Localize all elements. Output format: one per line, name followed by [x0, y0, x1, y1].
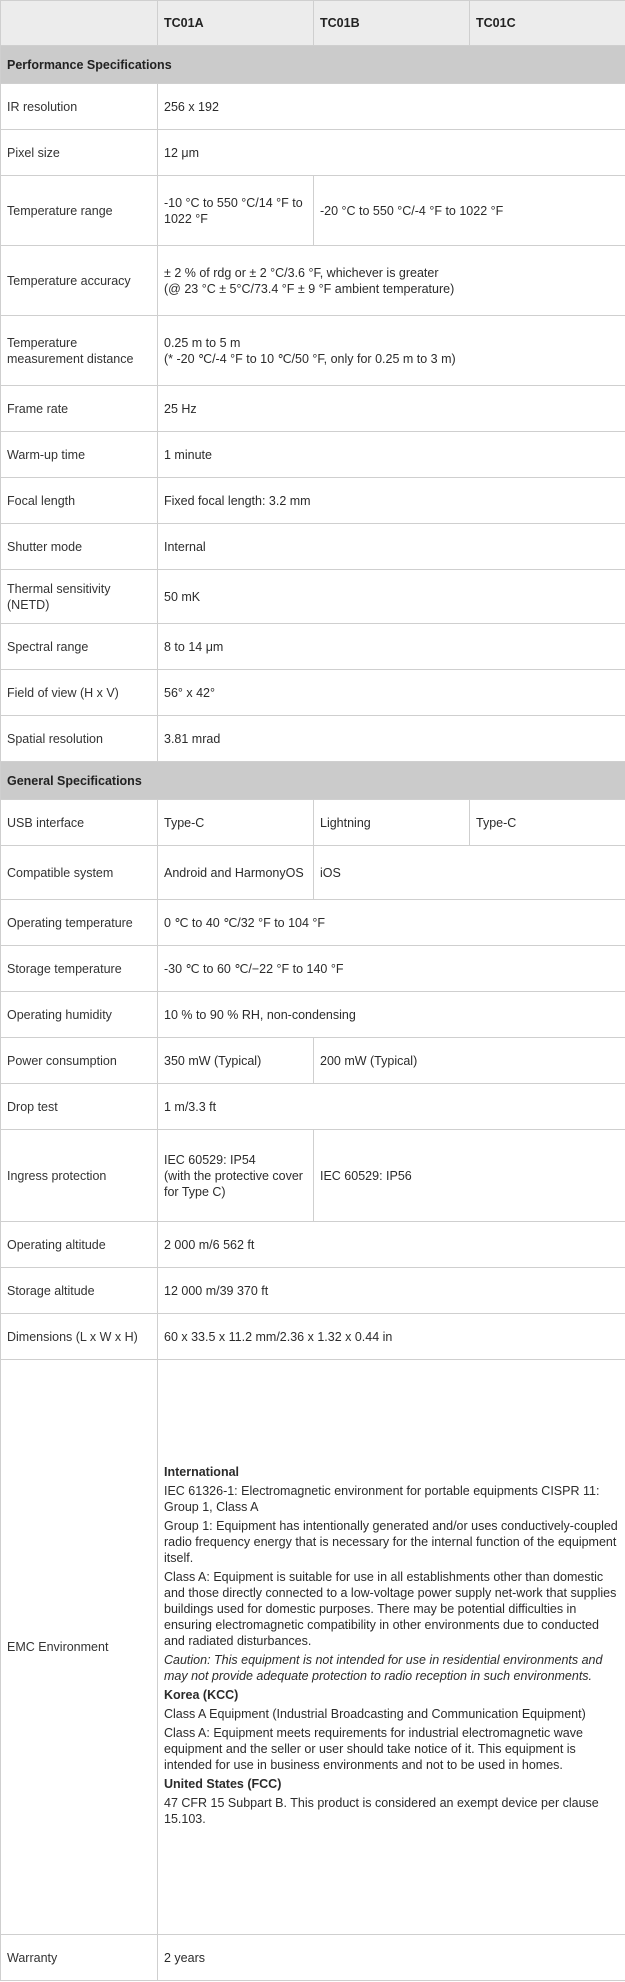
emc-paragraph: 47 CFR 15 Subpart B. This product is considered an exempt device per clause 15.103. — [164, 1796, 599, 1826]
row-label: Temperature range — [1, 176, 158, 246]
table-row — [1, 1268, 625, 1314]
table-row — [1, 316, 625, 386]
emc-heading-fcc: United States (FCC) — [164, 1777, 282, 1791]
row-label: Compatible system — [1, 846, 158, 900]
emc-paragraph: IEC 61326-1: Electromagnetic environment for portable equipments CISPR 11: Group 1, Class A — [164, 1484, 600, 1514]
row-value: 2 years — [158, 1935, 625, 1981]
row-value-tc01a — [158, 1130, 314, 1222]
row-value — [158, 246, 625, 316]
row-label: IR resolution — [1, 84, 158, 130]
row-label: Storage temperature — [1, 946, 158, 992]
table-row — [1, 130, 625, 176]
row-value: -30 ℃ to 60 ℃/−22 °F to 140 °F — [158, 946, 625, 992]
row-label: Spectral range — [1, 624, 158, 670]
value-line: IEC 60529: IP54 — [164, 1152, 256, 1167]
row-value-emc — [158, 1360, 625, 1935]
emc-paragraph: Group 1: Equipment has intentionally generated and/or uses conductively-coupled radio frequency energy that is necessary for the internal function of the equipment itself. — [164, 1519, 618, 1565]
row-value-tc01b-tc01c: -20 °C to 550 °C/-4 °F to 1022 °F — [314, 176, 625, 246]
table-row — [1, 1935, 625, 1981]
row-label: Ingress protection — [1, 1130, 158, 1222]
row-value-tc01b-tc01c: IEC 60529: IP56 — [314, 1130, 625, 1222]
row-value: 50 mK — [158, 570, 625, 624]
row-label: EMC Environment — [1, 1360, 158, 1935]
row-value: 12 000 m/39 370 ft — [158, 1268, 625, 1314]
row-label: USB interface — [1, 800, 158, 846]
emc-paragraph: Class A Equipment (Industrial Broadcasting and Communication Equipment) — [164, 1707, 586, 1721]
value-line: (with the protective cover for Type C) — [164, 1168, 303, 1199]
header-empty-cell — [1, 1, 158, 46]
header-tc01c: TC01C — [470, 1, 625, 46]
row-value-tc01a: -10 °C to 550 °C/14 °F to 1022 °F — [158, 176, 314, 246]
row-label: Storage altitude — [1, 1268, 158, 1314]
row-value-tc01a: 350 mW (Typical) — [158, 1038, 314, 1084]
row-label: Spatial resolution — [1, 716, 158, 762]
table-row — [1, 670, 625, 716]
section-performance-title: Performance Specifications — [1, 46, 625, 84]
table-row — [1, 846, 625, 900]
table-row-emc — [1, 1360, 625, 1935]
row-label: Drop test — [1, 1084, 158, 1130]
row-label: Operating humidity — [1, 992, 158, 1038]
row-value: 25 Hz — [158, 386, 625, 432]
header-tc01b: TC01B — [314, 1, 470, 46]
row-label: Dimensions (L x W x H) — [1, 1314, 158, 1360]
table-row — [1, 1038, 625, 1084]
row-value-tc01b-tc01c: 200 mW (Typical) — [314, 1038, 625, 1084]
table-row — [1, 246, 625, 316]
table-header-row — [1, 1, 625, 46]
emc-heading-korea: Korea (KCC) — [164, 1688, 239, 1702]
row-label: Temperature measurement distance — [1, 316, 158, 386]
table-row — [1, 800, 625, 846]
table-row — [1, 946, 625, 992]
row-value: 3.81 mrad — [158, 716, 625, 762]
table-row — [1, 900, 625, 946]
row-label: Field of view (H x V) — [1, 670, 158, 716]
row-value: 60 x 33.5 x 11.2 mm/2.36 x 1.32 x 0.44 in — [158, 1314, 625, 1360]
emc-paragraph: Class A: Equipment is suitable for use in all establishments other than domestic and those directly connected to a low-voltage power supply net-work that supplies buildings used for domestic purposes. There may be potential difficulties in ensuring electromagnetic compatibility in other environments due to conducted and radiated disturbances. — [164, 1570, 617, 1648]
row-label: Temperature accuracy — [1, 246, 158, 316]
table-row — [1, 1314, 625, 1360]
row-label: Operating temperature — [1, 900, 158, 946]
header-tc01a: TC01A — [158, 1, 314, 46]
row-label: Frame rate — [1, 386, 158, 432]
row-label: Pixel size — [1, 130, 158, 176]
table-row — [1, 1130, 625, 1222]
row-label: Power consumption — [1, 1038, 158, 1084]
table-row — [1, 432, 625, 478]
value-line: (@ 23 °C ± 5°C/73.4 °F ± 9 °F ambient temperature) — [164, 281, 455, 296]
row-value: 1 m/3.3 ft — [158, 1084, 625, 1130]
table-row — [1, 624, 625, 670]
row-value-tc01c: Type-C — [470, 800, 625, 846]
row-value: 12 μm — [158, 130, 625, 176]
table-row — [1, 716, 625, 762]
row-label: Operating altitude — [1, 1222, 158, 1268]
row-value: 2 000 m/6 562 ft — [158, 1222, 625, 1268]
row-value-tc01b: Lightning — [314, 800, 470, 846]
table-row — [1, 84, 625, 130]
section-general — [1, 762, 625, 800]
table-row — [1, 570, 625, 624]
row-value: 256 x 192 — [158, 84, 625, 130]
row-value: 8 to 14 μm — [158, 624, 625, 670]
table-row — [1, 386, 625, 432]
row-value: Fixed focal length: 3.2 mm — [158, 478, 625, 524]
row-value-tc01a: Type-C — [158, 800, 314, 846]
row-value: 10 % to 90 % RH, non-condensing — [158, 992, 625, 1038]
table-row — [1, 478, 625, 524]
row-label: Thermal sensitivity (NETD) — [1, 570, 158, 624]
row-label: Focal length — [1, 478, 158, 524]
section-performance — [1, 46, 625, 84]
section-general-title: General Specifications — [1, 762, 625, 800]
row-value — [158, 316, 625, 386]
row-value: Internal — [158, 524, 625, 570]
table-row — [1, 524, 625, 570]
row-value-tc01b-tc01c: iOS — [314, 846, 625, 900]
emc-content — [164, 1460, 619, 1834]
value-line: (* -20 ℃/-4 °F to 10 ℃/50 °F, only for 0.25 m to 3 m) — [164, 351, 456, 366]
row-label: Warm-up time — [1, 432, 158, 478]
table-row — [1, 1222, 625, 1268]
value-line: ± 2 % of rdg or ± 2 °C/3.6 °F, whichever is greater — [164, 265, 439, 280]
value-line: 0.25 m to 5 m — [164, 335, 241, 350]
row-value: 56° x 42° — [158, 670, 625, 716]
row-label: Warranty — [1, 1935, 158, 1981]
table-row — [1, 992, 625, 1038]
row-value-tc01a: Android and HarmonyOS — [158, 846, 314, 900]
table-row — [1, 1084, 625, 1130]
table-row — [1, 176, 625, 246]
row-value: 0 ℃ to 40 ℃/32 °F to 104 °F — [158, 900, 625, 946]
emc-caution: Caution: This equipment is not intended for use in residential environments and may not provide adequate protection to radio reception in such environments. — [164, 1653, 603, 1683]
row-value: 1 minute — [158, 432, 625, 478]
emc-paragraph: Class A: Equipment meets requirements for industrial electromagnetic wave equipment and the seller or user should take notice of it. This equipment is intended for use in business environments and not to be used in homes. — [164, 1726, 583, 1772]
row-label: Shutter mode — [1, 524, 158, 570]
emc-heading-international: International — [164, 1465, 240, 1479]
